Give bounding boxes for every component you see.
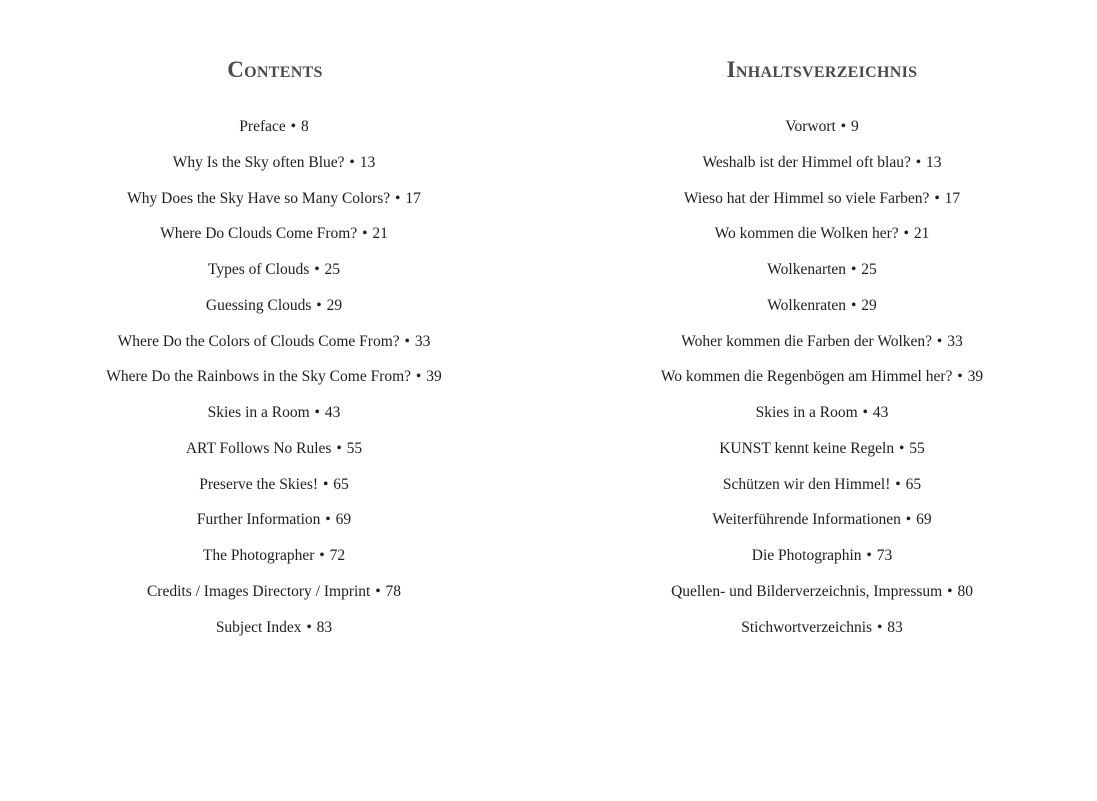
toc-separator: • xyxy=(957,368,963,386)
contents-heading: Contents xyxy=(227,57,323,82)
toc-entry-page-number: 55 xyxy=(346,439,363,457)
toc-entry-page-number: 33 xyxy=(947,332,963,350)
toc-separator: • xyxy=(934,189,940,207)
toc-separator: • xyxy=(898,439,905,457)
toc-entry-page-number: 65 xyxy=(333,475,349,493)
toc-entry xyxy=(0,116,548,152)
toc-separator: • xyxy=(290,118,297,135)
toc-entry-title: Wo kommen die Regenbögen am Himmel her? xyxy=(660,368,953,386)
toc-separator: • xyxy=(336,439,342,457)
toc-separator: • xyxy=(349,153,355,171)
toc-entry-page-number: 43 xyxy=(872,404,889,421)
toc-entry-page-number: 72 xyxy=(329,547,346,564)
toc-entry-title: Schützen wir den Himmel! xyxy=(722,475,891,493)
toc-entry-title: Where Do the Colors of Clouds Come From? xyxy=(117,332,400,350)
toc-separator: • xyxy=(395,189,401,207)
toc-separator: • xyxy=(362,225,368,243)
english-toc-list xyxy=(0,116,548,652)
toc-entry-title: Weshalb ist der Himmel oft blau? xyxy=(702,153,911,171)
toc-entry-title: Weiterführende Informationen xyxy=(712,511,901,529)
toc-entry xyxy=(548,617,1096,653)
toc-entry-page-number: 13 xyxy=(359,153,376,171)
toc-entry-title: Why Does the Sky Have so Many Colors? xyxy=(127,189,391,207)
toc-separator: • xyxy=(319,547,325,564)
toc-entry xyxy=(548,366,1096,402)
toc-entry-title: Why Is the Sky often Blue? xyxy=(172,153,345,171)
toc-entry-title: Woher kommen die Farben der Wolken? xyxy=(681,332,933,350)
toc-entry xyxy=(548,152,1096,188)
toc-entry xyxy=(548,402,1096,438)
toc-entry xyxy=(0,188,548,224)
toc-entry xyxy=(548,474,1096,510)
toc-entry-page-number: 55 xyxy=(909,439,925,457)
toc-separator: • xyxy=(306,618,312,636)
toc-entry-title: Wolkenarten xyxy=(767,261,847,278)
toc-separator: • xyxy=(903,225,909,243)
toc-entry xyxy=(548,259,1096,295)
toc-entry xyxy=(548,223,1096,259)
toc-entry-page-number: 13 xyxy=(926,153,942,171)
toc-entry-page-number: 33 xyxy=(414,332,431,350)
toc-entry-page-number: 17 xyxy=(405,189,421,207)
toc-entry-title: Preserve the Skies! xyxy=(199,475,319,493)
toc-entry-title: Credits / Images Directory / Imprint xyxy=(146,582,371,600)
toc-entry-page-number: 73 xyxy=(876,547,893,564)
toc-entry xyxy=(0,259,548,295)
toc-separator: • xyxy=(415,368,422,386)
toc-entry-page-number: 9 xyxy=(850,118,859,135)
toc-separator: • xyxy=(314,404,320,421)
toc-entry xyxy=(548,188,1096,224)
toc-entry-title: Skies in a Room xyxy=(207,404,310,421)
toc-entry xyxy=(548,581,1096,617)
toc-separator: • xyxy=(325,511,331,529)
toc-entry xyxy=(0,223,548,259)
toc-entry-page-number: 43 xyxy=(324,404,341,421)
toc-entry xyxy=(548,295,1096,331)
toc-entry-title: The Photographer xyxy=(202,547,315,564)
toc-separator: • xyxy=(375,582,381,600)
toc-entry-title: Stichwortverzeichnis xyxy=(741,618,873,636)
toc-separator: • xyxy=(314,261,320,278)
toc-entry-title: Wo kommen die Wolken her? xyxy=(714,225,899,243)
toc-entry-title: Vorwort xyxy=(785,118,836,135)
toc-entry xyxy=(0,152,548,188)
toc-separator: • xyxy=(862,404,868,421)
toc-separator: • xyxy=(850,261,857,278)
toc-entry-page-number: 17 xyxy=(944,189,961,207)
toc-entry-title: KUNST kennt keine Regeln xyxy=(719,439,895,457)
toc-separator: • xyxy=(850,296,857,314)
toc-separator: • xyxy=(322,475,329,493)
toc-separator: • xyxy=(866,547,872,564)
toc-entry xyxy=(548,545,1096,581)
toc-entry-title: Further Information xyxy=(196,511,321,529)
toc-entry-page-number: 39 xyxy=(426,368,442,386)
toc-separator: • xyxy=(316,296,322,314)
toc-separator: • xyxy=(936,332,943,350)
german-contents-page xyxy=(548,0,1096,801)
toc-entry-page-number: 83 xyxy=(316,618,333,636)
toc-entry xyxy=(548,509,1096,545)
toc-entry xyxy=(0,474,548,510)
toc-entry-title: Types of Clouds xyxy=(207,261,310,278)
toc-entry-page-number: 83 xyxy=(887,618,903,636)
toc-entry xyxy=(0,509,548,545)
toc-entry-title: Guessing Clouds xyxy=(205,296,312,314)
toc-entry xyxy=(0,545,548,581)
toc-entry-title: ART Follows No Rules xyxy=(185,439,332,457)
toc-entry xyxy=(0,366,548,402)
german-toc-list xyxy=(548,116,1096,652)
toc-entry-title: Where Do Clouds Come From? xyxy=(160,225,358,243)
toc-entry-page-number: 25 xyxy=(861,261,877,278)
toc-entry-page-number: 78 xyxy=(385,582,402,600)
toc-entry-title: Subject Index xyxy=(215,618,302,636)
toc-entry-page-number: 25 xyxy=(324,261,341,278)
toc-entry xyxy=(0,295,548,331)
toc-entry-title: Where Do the Rainbows in the Sky Come From? xyxy=(106,368,412,386)
toc-entry-page-number: 29 xyxy=(861,296,877,314)
toc-entry xyxy=(0,438,548,474)
toc-entry xyxy=(0,402,548,438)
toc-separator: • xyxy=(915,153,922,171)
toc-entry-page-number: 21 xyxy=(913,225,930,243)
toc-entry-page-number: 80 xyxy=(957,582,973,600)
toc-entry xyxy=(548,438,1096,474)
english-contents-page xyxy=(0,0,548,801)
toc-entry-page-number: 29 xyxy=(326,296,343,314)
toc-separator: • xyxy=(947,582,953,600)
toc-entry xyxy=(0,331,548,367)
inhaltsverzeichnis-heading: Inhaltsverzeichnis xyxy=(726,57,918,82)
toc-separator: • xyxy=(404,332,410,350)
toc-entry-page-number: 69 xyxy=(335,511,352,529)
toc-entry-title: Skies in a Room xyxy=(755,404,858,421)
toc-entry-title: Preface xyxy=(239,118,286,135)
toc-separator: • xyxy=(876,618,883,636)
toc-entry-page-number: 21 xyxy=(372,225,388,243)
toc-entry-title: Wolkenraten xyxy=(767,296,847,314)
toc-entry-title: Wieso hat der Himmel so viele Farben? xyxy=(683,189,930,207)
toc-entry-title: Die Photographin xyxy=(751,547,862,564)
toc-entry-title: Quellen- und Bilderverzeichnis, Impressum xyxy=(671,582,943,600)
toc-entry xyxy=(0,581,548,617)
toc-entry-page-number: 65 xyxy=(905,475,922,493)
toc-entry xyxy=(0,617,548,653)
toc-entry xyxy=(548,331,1096,367)
toc-separator: • xyxy=(840,118,847,135)
toc-entry xyxy=(548,116,1096,152)
toc-entry-page-number: 8 xyxy=(300,118,309,135)
toc-separator: • xyxy=(895,475,901,493)
toc-entry-page-number: 39 xyxy=(967,368,984,386)
toc-separator: • xyxy=(905,511,912,529)
toc-entry-page-number: 69 xyxy=(916,511,932,529)
